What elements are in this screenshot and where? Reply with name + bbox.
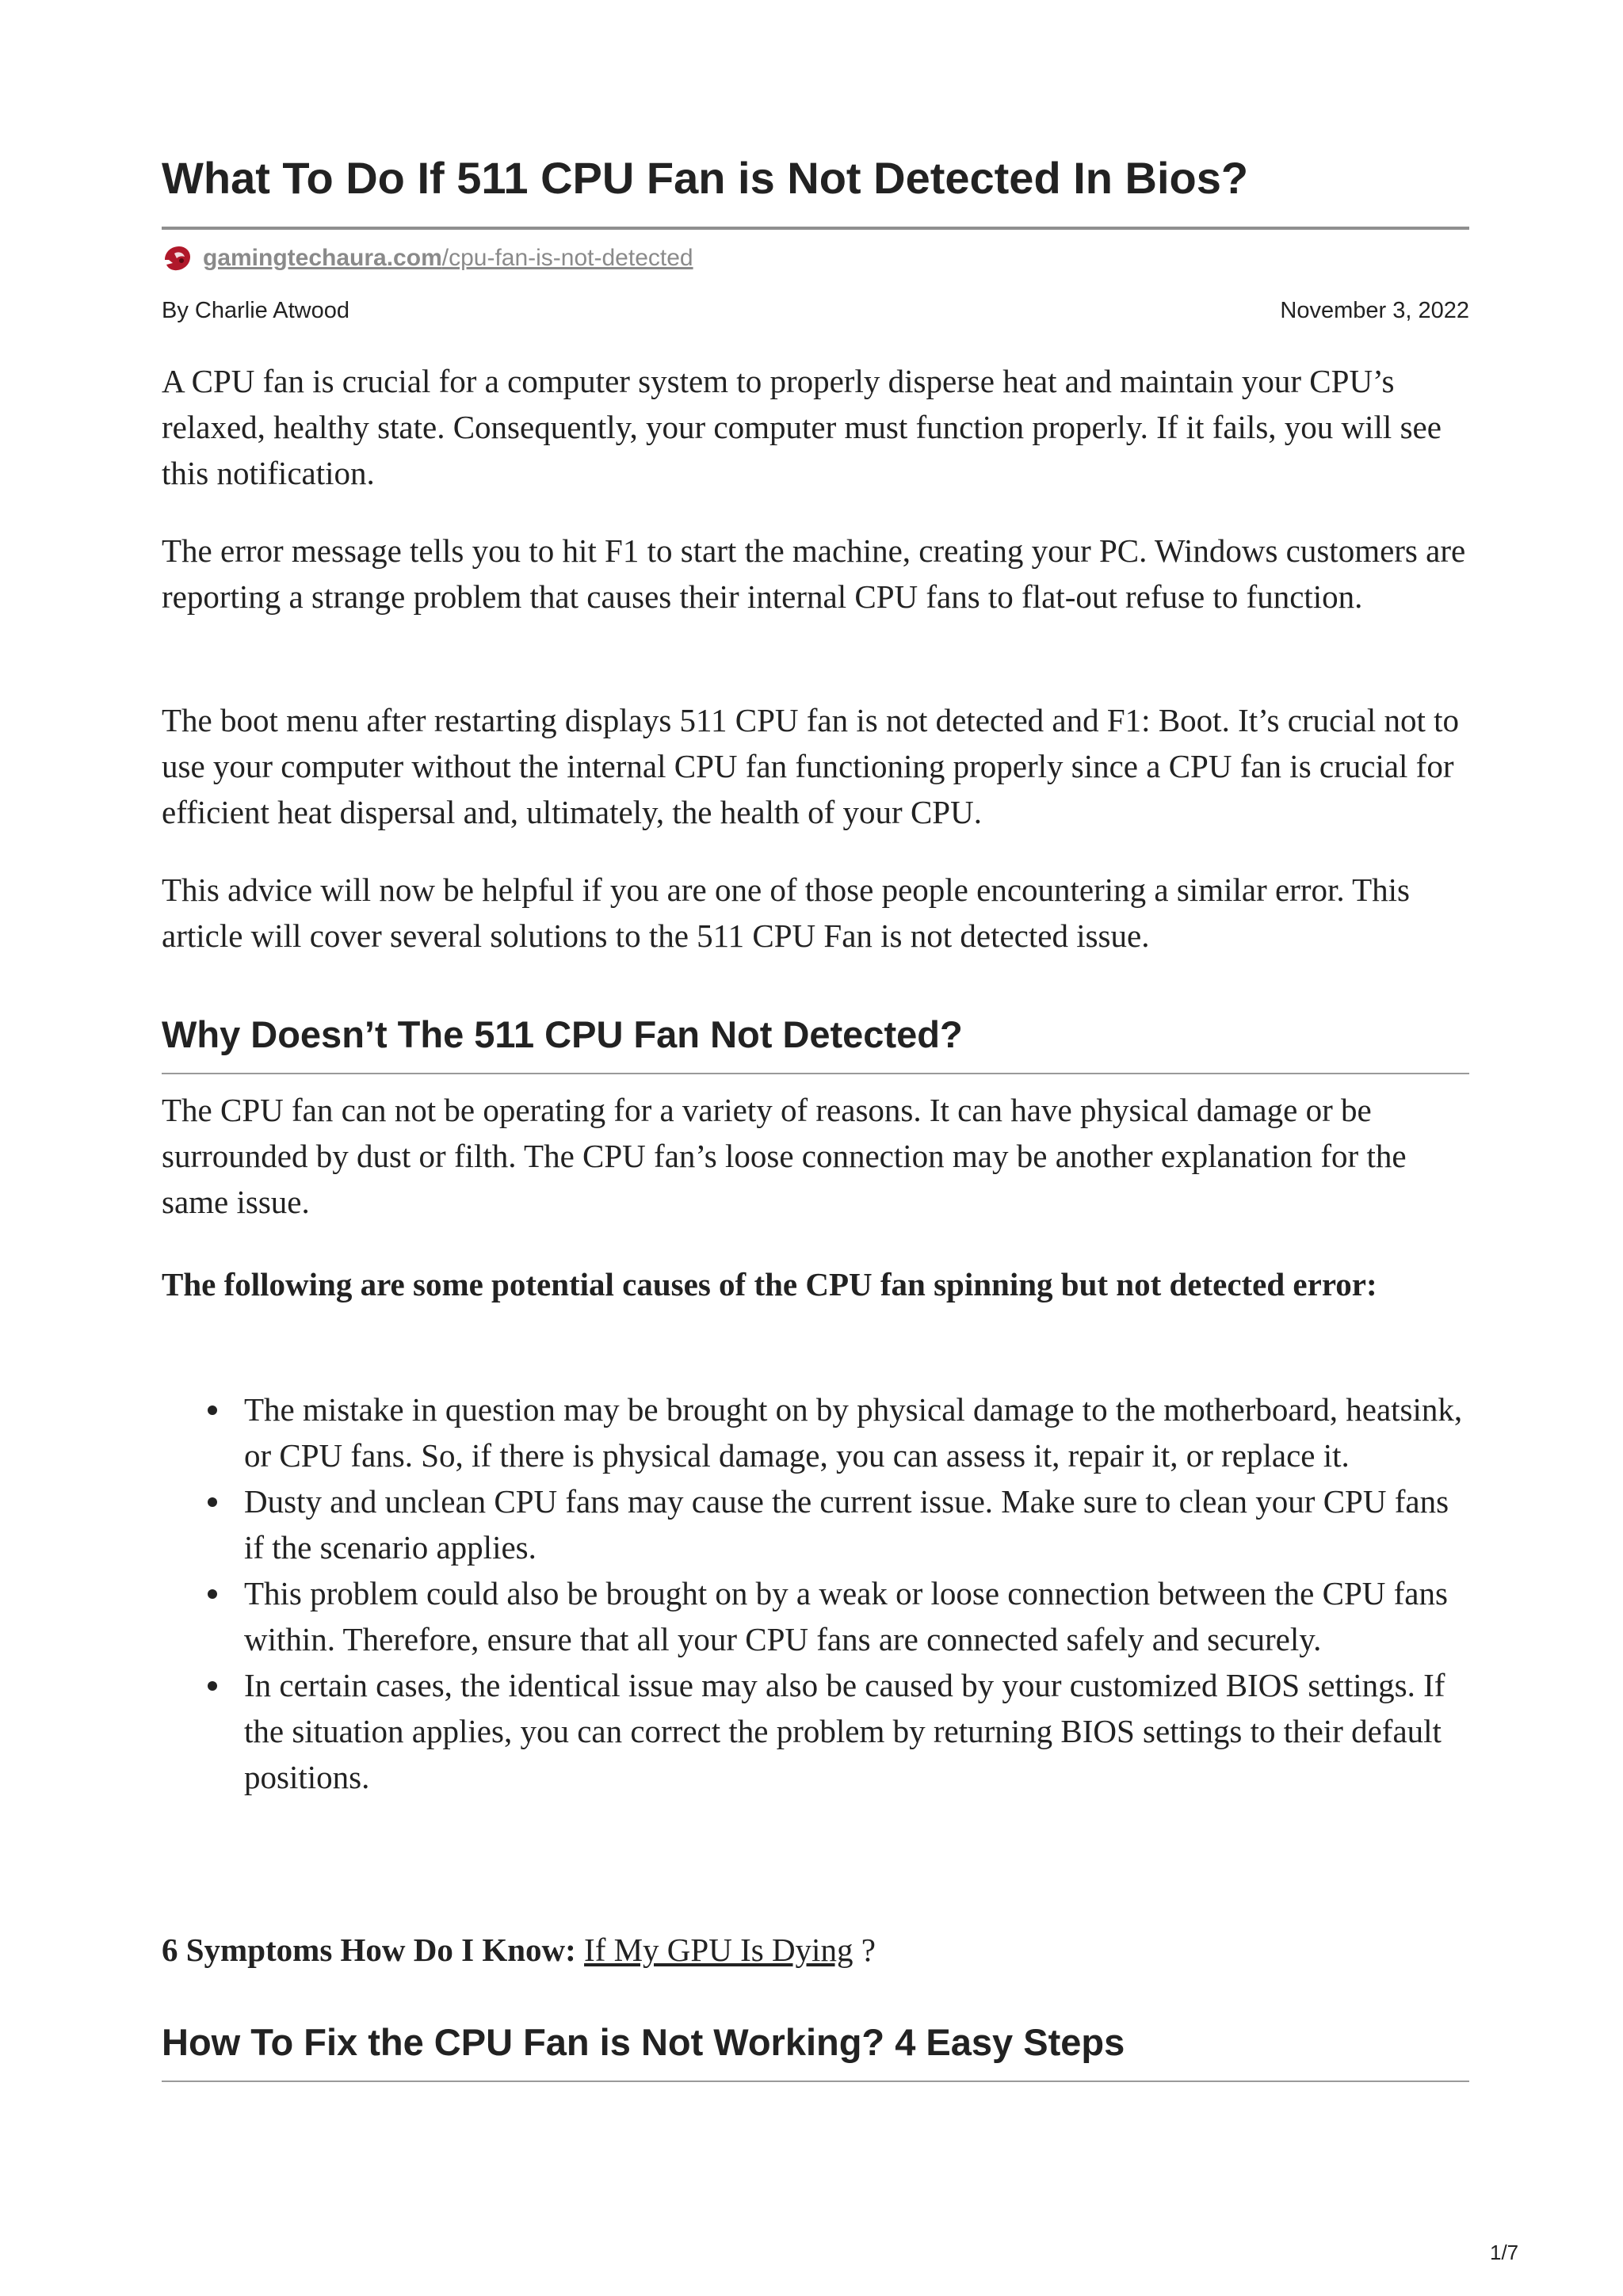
related-article	[162, 1927, 1469, 1973]
page-number: 1/7	[1490, 2241, 1519, 2264]
related-article-link[interactable]: If My GPU Is Dying	[584, 1932, 854, 1968]
section1-paragraph: The CPU fan can not be operating for a variety of reasons. It can have physical damage or be surrounded by dust or filth. The CPU fan’s loose connection may be another explanation for the same issue.	[162, 1092, 1407, 1220]
paragraph-2: The error message tells you to hit F1 to start the machine, creating your PC. Windows customers are reporting a strange problem that causes their internal CPU fans to flat-out refuse to function.	[162, 532, 1466, 615]
source-link[interactable]	[203, 245, 693, 272]
bullet-icon	[208, 1497, 217, 1507]
list-item	[244, 1662, 1469, 1800]
section-heading-fix: How To Fix the CPU Fan is Not Working? 4 Easy Steps	[162, 2021, 1125, 2063]
paragraph-3: The boot menu after restarting displays 511 CPU fan is not detected and F1: Boot. It’s crucial not to use your computer without the internal CPU fan functioning properly since a CPU fan is crucial for efficient heat dispersal and, ultimately, the health of your CPU.	[162, 702, 1460, 830]
causes-list	[162, 1386, 1469, 1800]
article-meta	[162, 295, 1469, 326]
title-divider	[162, 227, 1469, 230]
source-path: /cpu-fan-is-not-detected	[441, 245, 693, 271]
section-divider-why	[162, 1073, 1469, 1074]
causes-intro: The following are some potential causes of the CPU fan spinning but not detected error:	[162, 1266, 1377, 1302]
related-label: 6 Symptoms How Do I Know:	[162, 1932, 576, 1968]
paragraph-1: A CPU fan is crucial for a computer system to properly disperse heat and maintain your CPU’s relaxed, healthy state. Consequently, your computer must function properly. If it fails, you will see this notification.	[162, 363, 1442, 491]
cause-text: Dusty and unclean CPU fans may cause the current issue. Make sure to clean your CPU fans if the scenario applies.	[244, 1483, 1449, 1566]
related-suffix: ?	[853, 1932, 876, 1968]
section-heading-why: Why Doesn’t The 511 CPU Fan Not Detected?	[162, 1013, 963, 1055]
bullet-icon	[208, 1681, 217, 1691]
cause-text: In certain cases, the identical issue may also be caused by your customized BIOS settings. If the situation applies, you can correct the problem by returning BIOS settings to their default positions.	[244, 1667, 1445, 1795]
publish-date: November 3, 2022	[1280, 298, 1469, 323]
site-logo-icon	[162, 242, 193, 274]
source-domain: gamingtechaura.com	[203, 245, 442, 271]
bullet-icon	[208, 1405, 217, 1415]
cause-text: This problem could also be brought on by a weak or loose connection between the CPU fans within. Therefore, ensure that all your CPU fans are connected safely and securely.	[244, 1575, 1448, 1657]
list-item	[244, 1478, 1469, 1570]
article-title: What To Do If 511 CPU Fan is Not Detected In Bios?	[162, 153, 1249, 203]
list-item	[244, 1570, 1469, 1662]
author-byline: By Charlie Atwood	[162, 298, 349, 323]
paragraph-4: This advice will now be helpful if you are one of those people encountering a similar error. This article will cover several solutions to the 511 CPU Fan is not detected issue.	[162, 871, 1411, 954]
section-divider-fix	[162, 2081, 1469, 2082]
list-item	[244, 1386, 1469, 1478]
bullet-icon	[208, 1589, 217, 1599]
source-link-row	[162, 242, 693, 274]
cause-text: The mistake in question may be brought on by physical damage to the motherboard, heatsink, or CPU fans. So, if there is physical damage, you can assess it, repair it, or replace it.	[244, 1391, 1463, 1474]
